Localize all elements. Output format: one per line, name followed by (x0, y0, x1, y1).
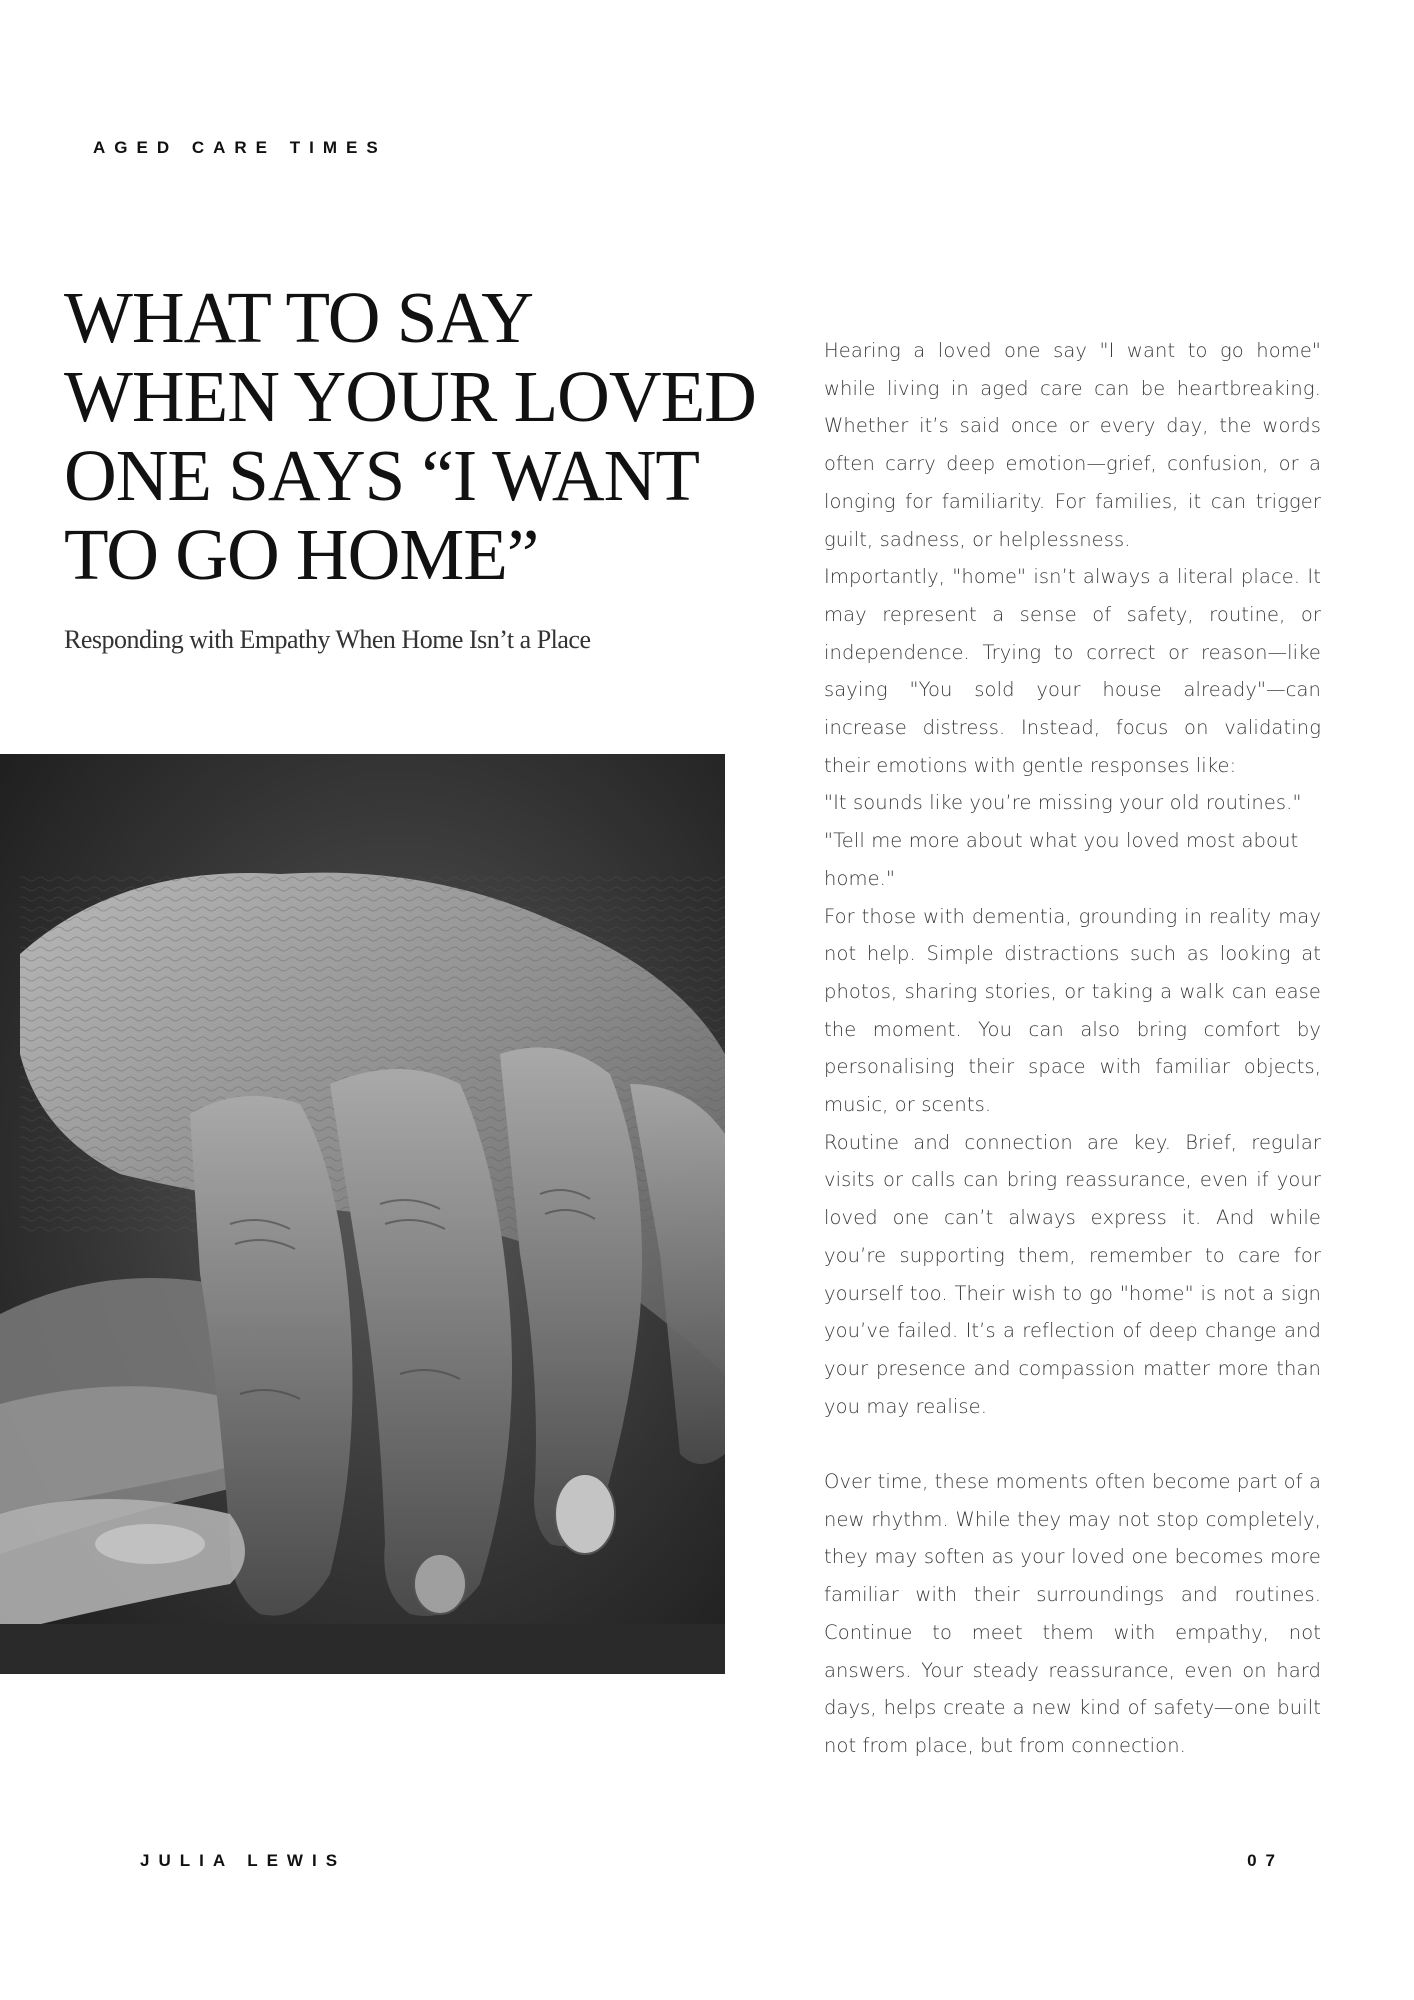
headline-line: WHEN YOUR LOVED (64, 356, 756, 437)
headline (64, 278, 764, 594)
body-paragraph: Over time, these moments often become part of a new rhythm. While they may not stop completely, they may soften as your loved one becomes more familiar with their surroundings and routines. Continue to meet them with empathy, not answers. Your steady reassurance, even on hard days, helps create a new kind of safety—one built not from place, but from connection. (824, 1470, 1321, 1757)
body-paragraph: Hearing a loved one say "I want to go home" while living in aged care can be heartbreaking. Whether it’s said once or every day, the words often carry deep emotion—grief, confusion, or a longing for familiarity. For families, it can trigger guilt, sadness, or helplessness. (824, 339, 1321, 551)
body-paragraph: For those with dementia, grounding in reality may not help. Simple distractions such as looking at photos, sharing stories, or taking a walk can ease the moment. You can also bring comfort by personalising their space with familiar objects, music, or scents. (824, 904, 1321, 1117)
quote-line: "It sounds like you’re missing your old routines." (824, 791, 1302, 815)
author-name: JULIA LEWIS (140, 1851, 347, 1870)
headline-line: TO GO HOME” (64, 514, 539, 595)
page-number: 07 (1247, 1851, 1284, 1870)
subheadline: Responding with Empathy When Home Isn’t a Place (64, 625, 591, 654)
masthead: AGED CARE TIMES (93, 138, 387, 157)
headline-line: WHAT TO SAY (64, 277, 534, 358)
elderly-hands-photo (0, 754, 725, 1674)
body-paragraph: Importantly, "home" isn’t always a literal place. It may represent a sense of safety, routine, or independence. Trying to correct or reason—like saying "You sold your house already"—can increase distress. Instead, focus on validating their emotions with gentle responses like: (824, 565, 1321, 777)
hands-illustration (0, 754, 725, 1674)
headline-line: ONE SAYS “I WANT (64, 435, 699, 516)
article-body (824, 332, 1321, 1765)
body-paragraph: Routine and connection are key. Brief, regular visits or calls can bring reassurance, even if your loved one can’t always express it. And while you’re supporting them, remember to care for yourself too. Their wish to go "home" is not a sign you’ve failed. It’s a reflection of deep change and your presence and compassion matter more than you may realise. (824, 1130, 1321, 1418)
quote-line: "Tell me more about what you loved most about home." (824, 829, 1299, 890)
